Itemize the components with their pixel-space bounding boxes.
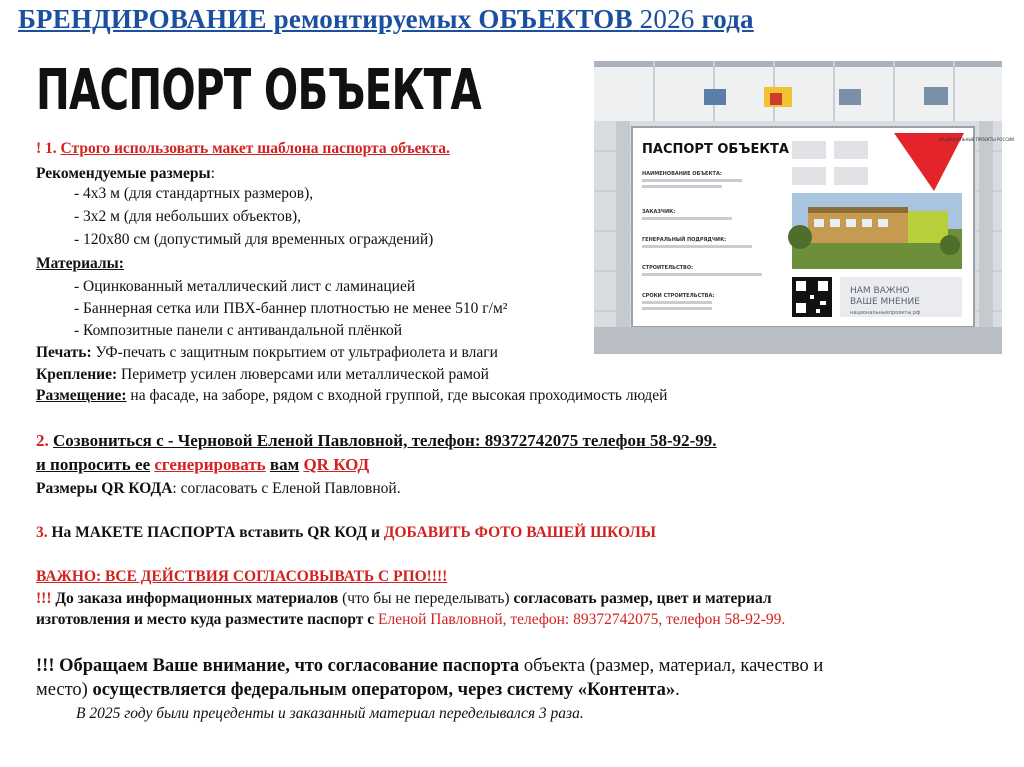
note-line-2: место) осуществляется федеральным оператором, через систему «Контента».: [36, 680, 680, 700]
size-item-2: - 3х2 м (для небольших объектов),: [74, 208, 302, 225]
note-line-3: В 2025 году были прецеденты и заказанный материал переделывался 3 раза.: [76, 705, 584, 722]
material-item-3: - Композитные панели с антивандальной плёнкой: [74, 322, 403, 339]
size-item-3: - 120х80 см (допустимый для временных ограждений): [74, 231, 434, 248]
important-title: ВАЖНО: ВСЕ ДЕЙСТВИЯ СОГЛАСОВЫВАТЬ С РПО!!!!: [36, 568, 448, 585]
board-site: национальныепроекты.рф: [850, 310, 921, 316]
important-line-2: изготовления и место куда разместите паспорт с Еленой Павловной, телефон: 89372742075, телефон 58-92-99.: [36, 611, 786, 628]
slide-title: БРЕНДИРОВАНИЕ ремонтируемых ОБЪЕКТОВ 2026 года: [18, 4, 754, 34]
mount-line: Крепление: Периметр усилен люверсами или металлической рамой: [36, 366, 489, 383]
board-name-label: НАИМЕНОВАНИЕ ОБЪЕКТА:: [642, 171, 722, 177]
board-dates: СРОКИ СТРОИТЕЛЬСТВА:: [642, 293, 715, 299]
passport-board-photo: [594, 61, 1015, 354]
board-title: ПАСПОРТ ОБЪЕКТА: [642, 142, 789, 157]
board-contractor: ГЕНЕРАЛЬНЫЙ ПОДРЯДЧИК:: [642, 237, 727, 243]
page-heading: ПАСПОРТ ОБЪЕКТА: [36, 58, 481, 123]
qr-size-line: Размеры QR КОДА: согласовать с Еленой Павловной.: [36, 480, 401, 497]
step2-qr-line: и попросить ее сгенерировать вам QR КОД: [36, 455, 370, 474]
note-line-1: !!! Обращаем Ваше внимание, что согласование паспорта объекта (размер, материал, качество и: [36, 656, 824, 676]
step2-call-line: 2. Созвониться с - Черновой Еленой Павловной, телефон: 89372742075 телефон 58-92-99.: [36, 431, 717, 450]
board-promo-1: НАМ ВАЖНО: [850, 286, 910, 296]
board-brand: НАЦИОНАЛЬНЫЕ ПРОЕКТЫ РОССИИ: [939, 137, 1015, 142]
step3-line: 3. На МАКЕТЕ ПАСПОРТА вставить QR КОД и ДОБАВИТЬ ФОТО ВАШЕЙ ШКОЛЫ: [36, 524, 657, 541]
board-customer: ЗАКАЗЧИК:: [642, 209, 676, 215]
placement-line: Размещение: на фасаде, на заборе, рядом с входной группой, где высокая проходимость людей: [36, 387, 668, 404]
sizes-label: Рекомендуемые размеры:: [36, 165, 215, 182]
material-item-2: - Баннерная сетка или ПВХ-баннер плотностью не менее 510 г/м²: [74, 300, 508, 317]
board-promo-2: ВАШЕ МНЕНИЕ: [850, 297, 920, 307]
print-line: Печать: УФ-печать с защитным покрытием от ультрафиолета и влаги: [36, 344, 498, 361]
material-item-1: - Оцинкованный металлический лист с ламинацией: [74, 278, 416, 295]
materials-label: Материалы:: [36, 255, 124, 272]
size-item-1: - 4х3 м (для стандартных размеров),: [74, 185, 314, 202]
step1-line: ! 1. Строго использовать макет шаблона паспорта объекта.: [36, 140, 450, 157]
important-line-1: !!! До заказа информационных материалов (что бы не переделывать) согласовать размер, цвет и материал: [36, 590, 772, 607]
board-builder: СТРОИТЕЛЬСТВО:: [642, 265, 694, 271]
